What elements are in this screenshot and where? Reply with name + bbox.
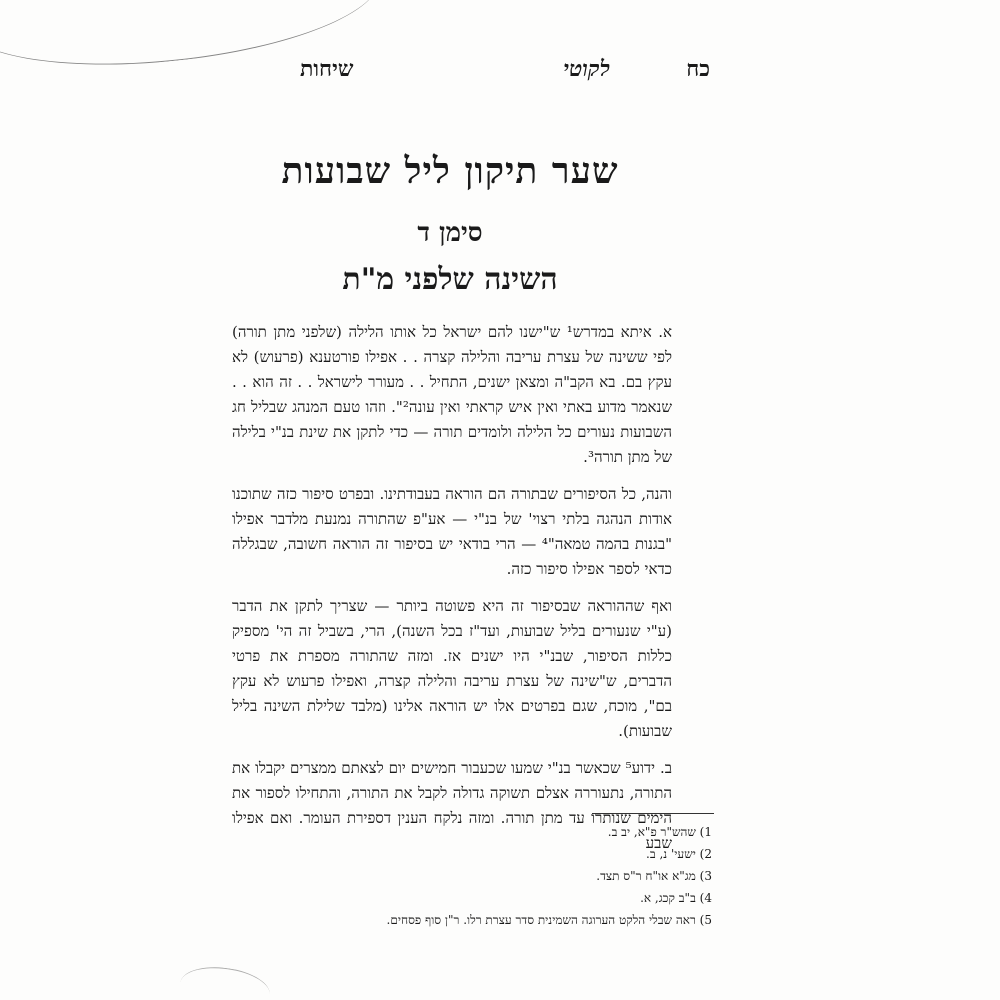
paragraph: ב. ידוע⁵ שכאשר בנ"י שמעו שכעבור חמישים יום לצאתם ממצרים יקבלו את התורה, נתעוררה אצלם תשוקה גדולה לקבל את התורה, והתחילו לספור את הימים שנותרו עד מתן תורה. ומזה נלקח הענין דספירת העומר. ואם אפילו שבע [232, 759, 672, 852]
paragraph: והנה, כל הסיפורים שבתורה הם הוראה בעבודתינו. ובפרט סיפור כזה שתוכנו אודות הנהגה בלתי רצוי' של בנ"י — אע"פ שהתורה נמנעת מלדבר אפילו "בגנות בהמה טמאה"⁴ — הרי בודאי יש בסיפור זה הוראה חשובה, שבגללה כדאי לספר אפילו סיפור כזה. [232, 485, 672, 578]
footnote: 4) ב"ב קכג, א. [640, 891, 712, 905]
chapter-subtitle: השינה שלפני מ"ת [342, 262, 558, 297]
running-header-left: שיחות [300, 56, 354, 82]
paragraph: א. איתא במדרש¹ ש"ישנו להם ישראל כל אותו הלילה (שלפני מתן תורה) לפי ששינה של עצרת עריבה והלילה קצרה . . אפילו פורטענא (פרעוש) לא עקץ בם. בא הקב"ה ומצאן ישנים, התחיל . . מעורר לישראל . . זה הוא . . שנאמר מדוע באתי ואין איש קראתי ואין עונה²". וזהו טעם המנהג שבליל חג השבועות נעורים כל הלילה ולומדים תורה — כדי לתקן את שינת בנ"י בלילה של מתן תורה³. [232, 323, 672, 466]
paragraph: ואף שההוראה שבסיפור זה היא פשוטה ביותר — שצריך לתקן את הדבר (ע"י שנעורים בליל שבועות, ועד"ז בכל השנה), הרי, בשביל זה הי' מספיק כללות הסיפור, שבנ"י היו ישנים אז. ומזה שהתורה מספרת את פרטי הדברים, ש"שינה של עצרת עריבה והלילה קצרה, ואפילו פרעוש לא עקץ בם", מוכח, שגם בפרטים אלו יש הוראה אלינו (מלבד שלילת השינה בליל שבועות). [232, 597, 672, 740]
section-title: שער תיקון ליל שבועות [281, 150, 619, 192]
chapter-number: סימן ד [417, 218, 483, 248]
footnote: 1) שהש"ר פ"א, יב ב. [607, 825, 712, 839]
page-number: כח [686, 56, 710, 82]
running-header [300, 56, 710, 90]
running-header-center: לקוטי [563, 56, 610, 82]
footnote: 2) ישעי' נ, ב. [646, 847, 712, 861]
body-text [232, 320, 672, 868]
page-curl-line-bottom [178, 962, 273, 1000]
footnote: 5) ראה שבלי הלקט הערוגה השמינית סדר עצרת רלו. ר"ן סוף פסחים. [386, 913, 712, 927]
footnote: 3) מג"א או"ח ר"ס תצד. [596, 869, 712, 883]
footnotes [300, 821, 712, 931]
footnote-divider [592, 813, 714, 814]
